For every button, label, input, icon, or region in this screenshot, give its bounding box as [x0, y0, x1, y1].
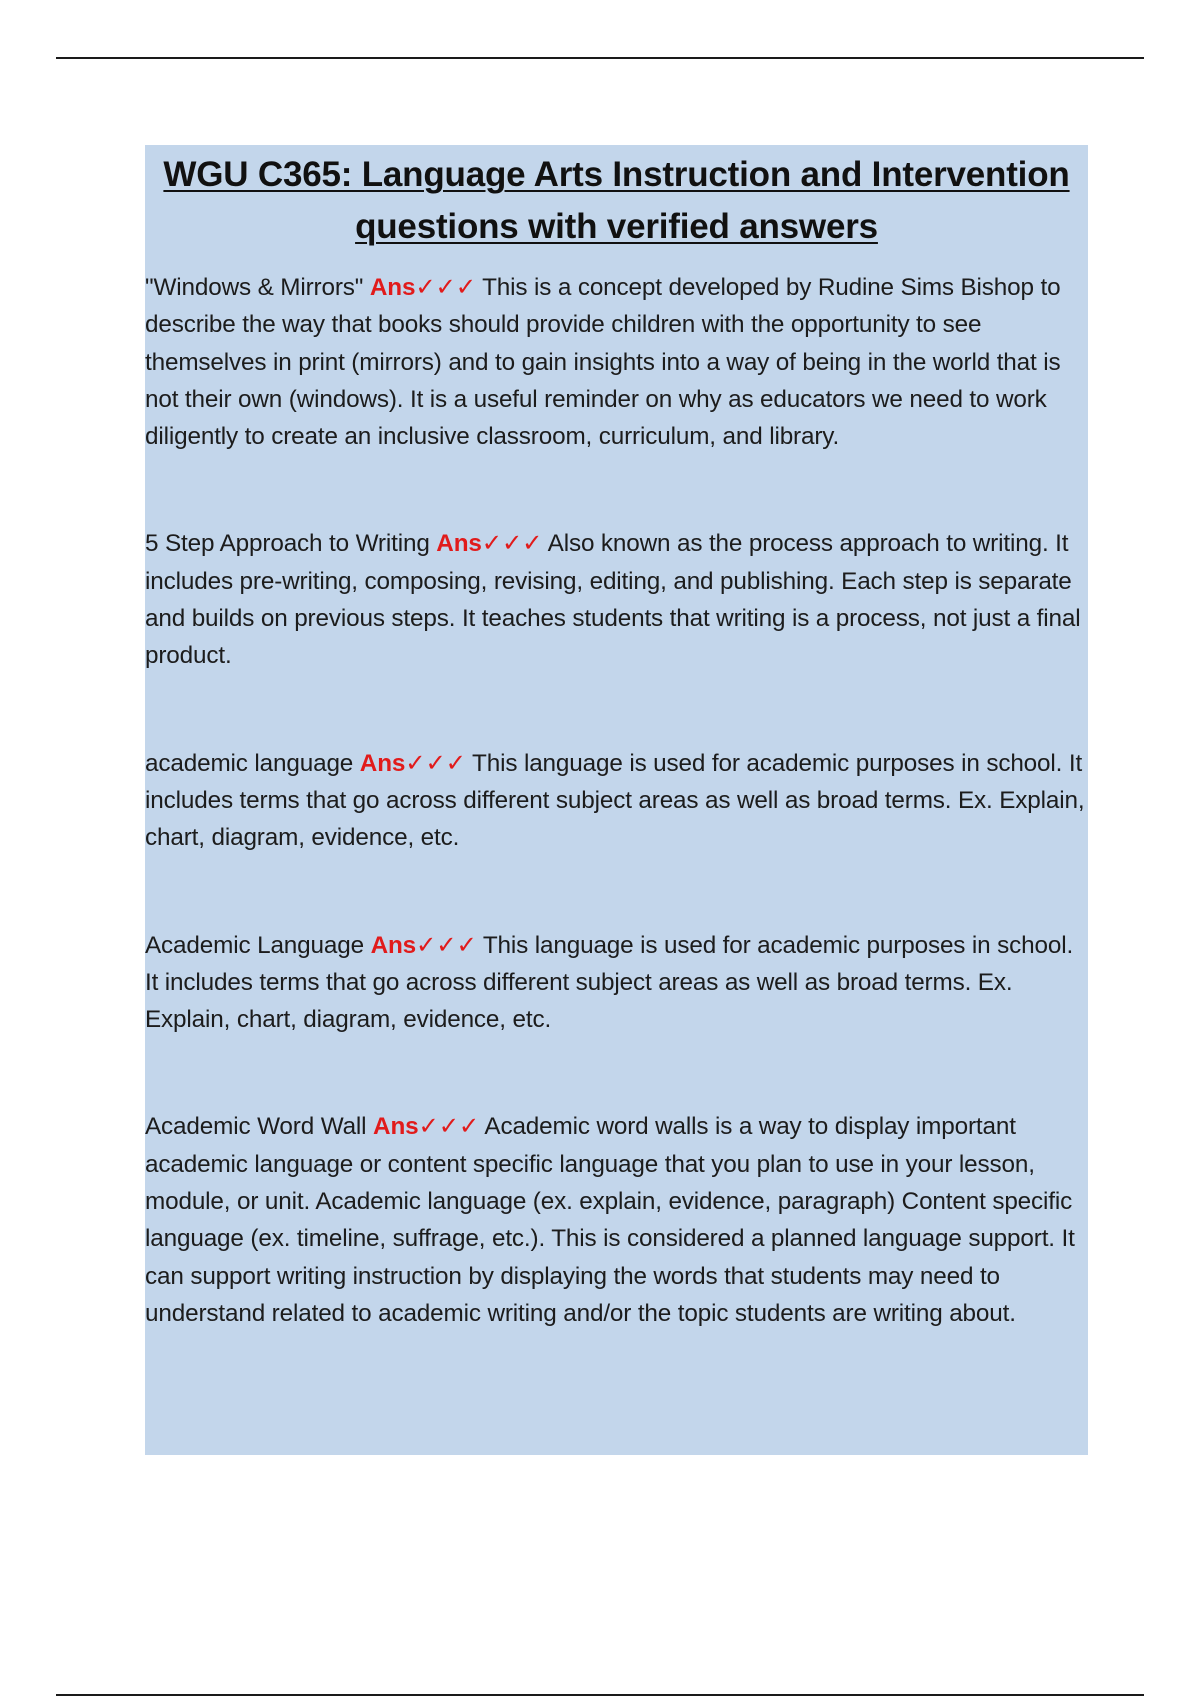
qa-entry: [145, 525, 1086, 674]
answer-marker: Ans: [370, 931, 417, 959]
check-marks-icon: ✓✓✓: [416, 931, 477, 959]
qa-content-box: [145, 145, 1088, 1455]
entry-term: Academic Word Wall: [145, 1113, 367, 1141]
entry-answer: This language is used for academic purposes in school. It includes terms that go across different subject areas as well as broad terms. Ex. Explain, chart, diagram, evidence, etc.: [145, 931, 1074, 1034]
check-marks-icon: ✓✓✓: [481, 530, 543, 558]
check-marks-icon: ✓✓✓: [418, 1113, 480, 1141]
footer-rule: [56, 1694, 1144, 1696]
entry-term: academic language: [145, 749, 354, 777]
answer-marker: Ans: [369, 274, 416, 301]
entry-term: 5 Step Approach to Writing: [145, 530, 430, 558]
check-marks-icon: ✓✓✓: [415, 274, 476, 301]
entry-term: "Windows & Mirrors": [145, 274, 364, 301]
entry-term: Academic Language: [145, 931, 364, 959]
document-title: WGU C365: Language Arts Instruction and Intervention questions with verified answers: [163, 155, 1070, 246]
entry-answer: This is a concept developed by Rudine Sims Bishop to describe the way that books should provide children with the opportunity to see themselves in print (mirrors) and to gain insights into a way of being in the world that is not their own (windows). It is a useful reminder on why as educators we need to work diligently to create an inclusive classroom, curriculum, and library.: [145, 274, 1061, 451]
qa-entry: [145, 745, 1086, 857]
entry-answer: This language is used for academic purposes in school. It includes terms that go across different subject areas as well as broad terms. Ex. Explain, chart, diagram, evidence, etc.: [145, 749, 1085, 852]
qa-entries: [145, 269, 1088, 1332]
header-rule: [56, 57, 1144, 59]
qa-entry: [145, 927, 1086, 1039]
qa-entry: [145, 269, 1086, 455]
entry-answer: Academic word walls is a way to display important academic language or content specific language that you plan to use in your lesson, module, or unit. Academic language (ex. explain, evidence, paragraph) Content specific language (ex. timeline, suffrage, etc.). This is considered a planned language support. It can support writing instruction by displaying the words that students may need to understand related to academic writing and/or the topic students are writing about.: [145, 1113, 1075, 1327]
qa-entry: [145, 1108, 1086, 1332]
answer-marker: Ans: [373, 1113, 419, 1141]
answer-marker: Ans: [359, 749, 406, 777]
entry-answer: Also known as the process approach to writing. It includes pre-writing, composing, revising, editing, and publishing. Each step is separate and builds on previous steps. It teaches students that writing is a process, not just a final product.: [145, 530, 1081, 670]
answer-marker: Ans: [436, 530, 482, 558]
check-marks-icon: ✓✓✓: [405, 749, 466, 777]
